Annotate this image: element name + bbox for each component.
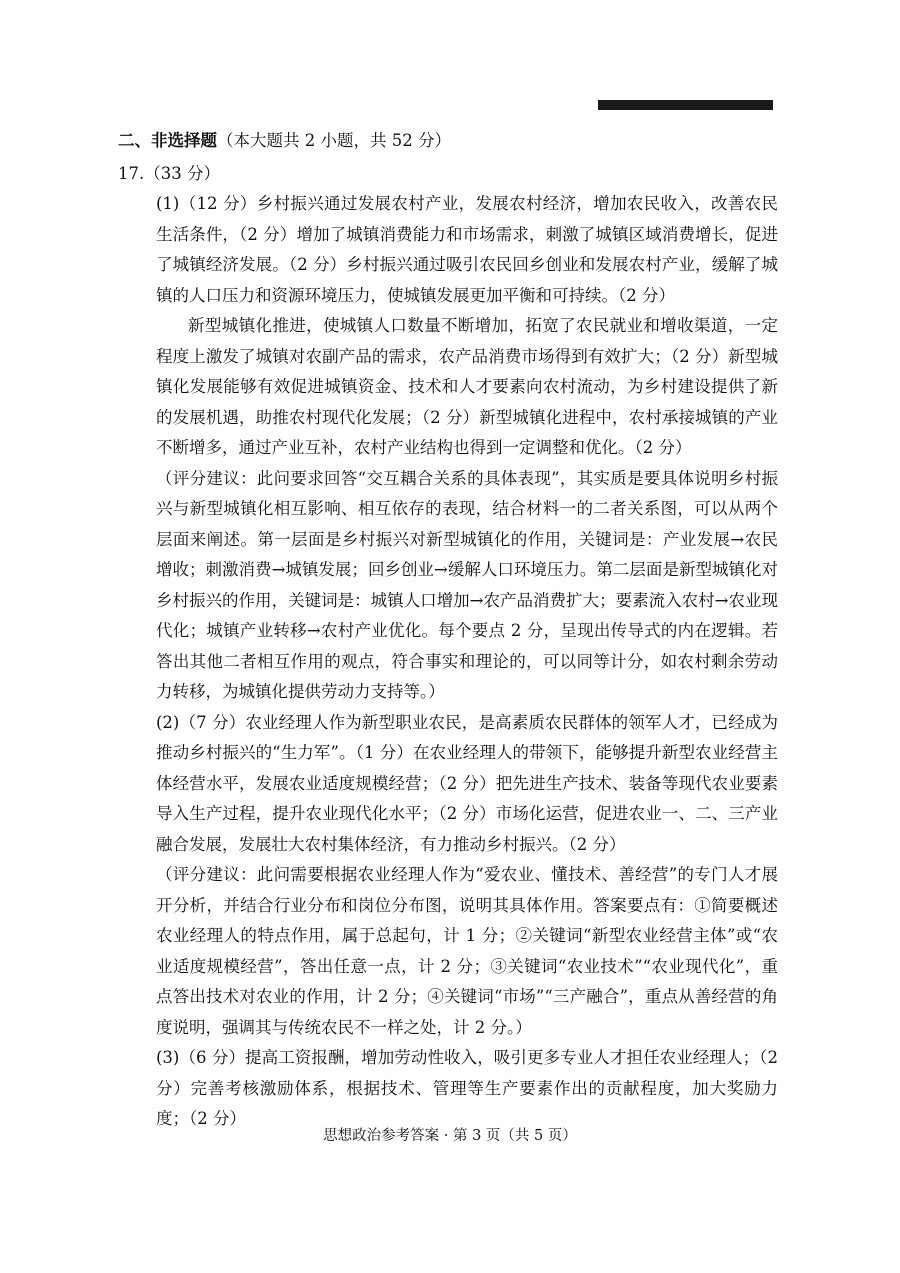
section-note: （本大题共 2 小题，共 52 分） bbox=[217, 131, 451, 150]
answer-part-1: (1)（12 分）乡村振兴通过发展农村产业，发展农村经济，增加农民收入，改善农民生活条件，（2 分）增加了城镇消费能力和市场需求，刺激了城镇区域消费增长，促进了城镇经济发展。（2 分）乡村振兴通过吸引农民回乡创业和发展农村产业，缓解了城镇的人口压力和资源环境压力，使城镇发展更加平衡和可持续。（2 分） bbox=[156, 194, 778, 305]
section-title: 二、非选择题 bbox=[118, 131, 217, 150]
header-decoration-bar bbox=[598, 100, 773, 110]
answer-part-3: (3)（6 分）提高工资报酬，增加劳动性收入，吸引更多专业人才担任农业经理人；（2 分）完善考核激励体系，根据技术、管理等生产要素作出的贡献程度，加大奖励力度；（2 分） bbox=[156, 1048, 778, 1128]
answer-part-2: (2)（7 分）农业经理人作为新型职业农民，是高素质农民群体的领军人才，已经成为推动乡村振兴的“生力军”。（1 分）在农业经理人的带领下，能够提升新型农业经营主体经营水平，发展农业适度规模经营；（2 分）把先进生产技术、装备等现代农业要素导入生产过程，提升农业现代化水平；（2 分）市场化运营，促进农业一、二、三产业融合发展，发展壮大农村集体经济，有力推动乡村振兴。（2 分） bbox=[156, 712, 778, 854]
answer-content bbox=[118, 126, 778, 1135]
scoring-note-2: （评分建议：此问需要根据农业经理人作为“爱农业、懂技术、善经营”的专门人才展开分析，并结合行业分布和岗位分布图，说明其具体作用。答案要点有：①简要概述农业经理人的特点作用，属于总起句，计 1 分；②关键词“新型农业经营主体”或“农业适度规模经营”，答出任意一点，计 2 分；③关键词“农业技术”“农业现代化”，重点答出技术对农业的作用，计 2 分；④关键词“市场”“三产融合”，重点从善经营的角度说明，强调其与传统农民不一样之处，计 2 分。） bbox=[156, 865, 778, 1037]
scoring-note-1: （评分建议：此问要求回答“交互耦合关系的具体表现”，其实质是要具体说明乡村振兴与新型城镇化相互影响、相互依存的表现，结合材料一的二者关系图，可以从两个层面来阐述。第一层面是乡村振兴对新型城镇化的作用，关键词是：产业发展→农民增收；刺激消费→城镇发展；回乡创业→缓解人口环境压力。第二层面是新型城镇化对乡村振兴的作用，关键词是：城镇人口增加→农产品消费扩大；要素流入农村→农业现代化；城镇产业转移→农村产业优化。每个要点 2 分，呈现出传导式的内在逻辑。若答出其他二者相互作用的观点，符合事实和理论的，可以同等计分，如农村剩余劳动力转移，为城镇化提供劳动力支持等。） bbox=[156, 468, 778, 701]
page-footer: 思想政治参考答案 · 第 3 页（共 5 页） bbox=[323, 1128, 577, 1144]
answer-part-1-continued: 新型城镇化推进，使城镇人口数量不断增加，拓宽了农民就业和增收渠道，一定程度上激发了城镇对农副产品的需求，农产品消费市场得到有效扩大；（2 分）新型城镇化发展能够有效促进城镇资金、技术和人才要素向农村流动，为乡村建设提供了新的发展机遇，助推农村现代化发展；（2 分）新型城镇化进程中，农村承接城镇的产业不断增多，通过产业互补，农村产业结构也得到一定调整和优化。（2 分） bbox=[156, 316, 778, 457]
section-heading bbox=[118, 126, 778, 157]
question-number: 17.（33 分） bbox=[118, 163, 220, 183]
